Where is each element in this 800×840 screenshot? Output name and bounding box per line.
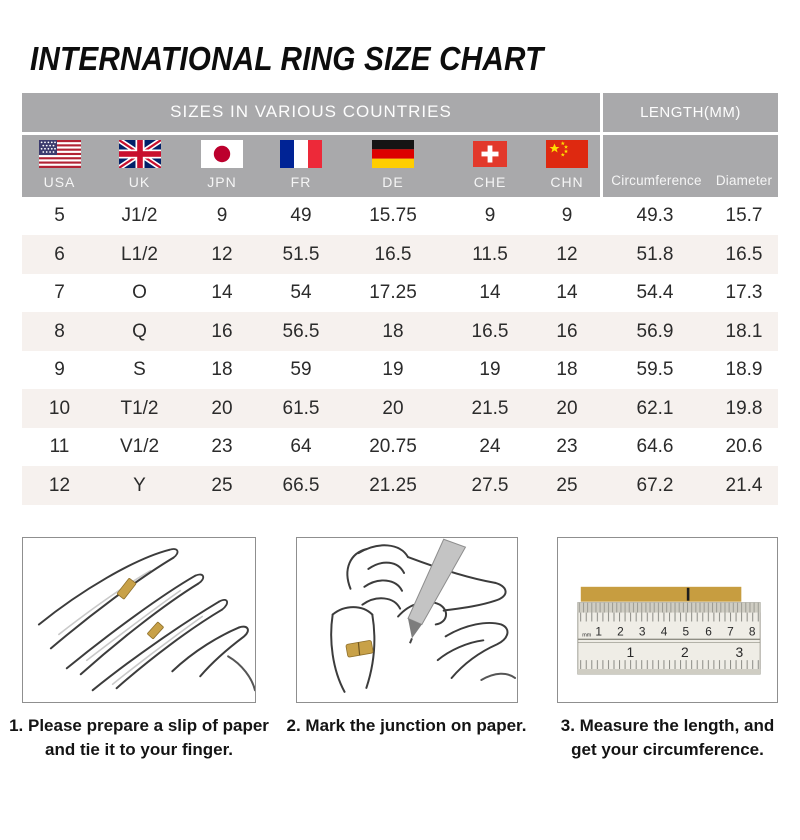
- column-label-jpn: JPN: [207, 173, 237, 190]
- table-cell: 21.4: [710, 466, 778, 505]
- table-cell: 17.3: [725, 282, 763, 304]
- hand-with-paper-illustration: [23, 538, 255, 702]
- table-cell: 15.75: [369, 205, 417, 227]
- step-2: [286, 537, 527, 762]
- table-cell: 64: [290, 436, 312, 458]
- step-1-caption-line2: and tie it to your finger.: [45, 739, 233, 759]
- table-cell: 18.1: [710, 312, 778, 351]
- column-header-diameter: Diameter: [710, 135, 778, 197]
- table-cell: 67.2: [600, 466, 710, 505]
- table-cell: 19: [382, 359, 404, 381]
- table-cell: 23: [556, 436, 578, 458]
- table-cell: 6: [22, 235, 97, 274]
- table-cell: T1/2: [97, 389, 182, 428]
- column-label-de: DE: [382, 173, 404, 190]
- table-cell: 59: [290, 359, 312, 381]
- table-cell: 49: [290, 205, 312, 227]
- table-cell: 18: [556, 359, 578, 381]
- table-cell: 49.3: [636, 205, 674, 227]
- table-cell: 9: [54, 359, 65, 381]
- paper-strip: [581, 587, 742, 602]
- table-cell: 10: [22, 389, 97, 428]
- table-cell: 19: [479, 359, 501, 381]
- svg-text:8: 8: [748, 624, 756, 639]
- table-cell: 14: [211, 282, 233, 304]
- table-cell: 20: [182, 389, 262, 428]
- step-3-caption-line1: 3. Measure the length, and: [560, 715, 775, 735]
- table-cell: 61.5: [262, 389, 340, 428]
- table-cell: 62.1: [600, 389, 710, 428]
- table-cell: 25: [534, 466, 600, 505]
- table-cell: 20.75: [369, 436, 417, 458]
- column-header-chn: [534, 135, 600, 197]
- table-cell: 20: [340, 389, 446, 428]
- table-cell: 9: [484, 205, 496, 227]
- table-cell: 56.9: [600, 312, 710, 351]
- column-label-fr: FR: [290, 173, 312, 190]
- step-3-figure: [557, 537, 778, 703]
- table-cell: 64.6: [636, 436, 674, 458]
- junction-mark: [687, 588, 690, 601]
- svg-text:5: 5: [682, 624, 690, 639]
- table-cell: 14: [556, 282, 578, 304]
- table-cell: 12: [22, 466, 97, 505]
- table-cell: 21.5: [446, 389, 534, 428]
- step-2-figure: [296, 537, 518, 703]
- svg-text:4: 4: [660, 624, 668, 639]
- instruction-steps: [9, 537, 778, 762]
- table-cell: O: [132, 282, 147, 304]
- table-cell: 9: [216, 205, 228, 227]
- table-cell: 16: [182, 312, 262, 351]
- table-cell: 11.5: [446, 235, 534, 274]
- table-cell: S: [133, 359, 146, 381]
- table-cell: Q: [97, 312, 182, 351]
- column-label-usa: USA: [43, 173, 76, 190]
- step-1: [9, 537, 269, 762]
- column-header-fr: [262, 135, 340, 197]
- table-cell: 54.4: [636, 282, 674, 304]
- step-3-caption: [530, 714, 800, 762]
- table-cell: L1/2: [97, 235, 182, 274]
- table-cell: 14: [479, 282, 501, 304]
- column-label-uk: UK: [128, 173, 151, 190]
- group-header-length: LENGTH(MM): [600, 93, 778, 135]
- table-cell: 66.5: [262, 466, 340, 505]
- ruler-measuring-illustration: [558, 538, 777, 702]
- table-cell: 5: [54, 205, 65, 227]
- step-1-caption-line1: 1. Please prepare a slip of paper: [9, 715, 269, 735]
- svg-text:2: 2: [680, 644, 689, 661]
- table-cell: 15.7: [725, 205, 763, 227]
- step-1-caption: [0, 714, 284, 762]
- table-cell: 20: [534, 389, 600, 428]
- germany-flag-icon: [372, 140, 414, 168]
- table-cell: 59.5: [636, 359, 674, 381]
- column-header-uk: [97, 135, 182, 197]
- table-cell: 16: [534, 312, 600, 351]
- column-header-jpn: [182, 135, 262, 197]
- table-cell: 56.5: [262, 312, 340, 351]
- ruler-unit-label: mm: [582, 632, 592, 639]
- table-cell: 18: [211, 359, 233, 381]
- column-label-chn: CHN: [550, 173, 584, 190]
- table-cell: 17.25: [369, 282, 417, 304]
- uk-flag-icon: [119, 140, 161, 168]
- svg-text:1: 1: [626, 644, 635, 661]
- table-cell: J1/2: [121, 205, 158, 227]
- table-cell: 54: [290, 282, 312, 304]
- usa-flag-icon: [39, 140, 81, 168]
- table-cell: 27.5: [446, 466, 534, 505]
- table-cell: 12: [182, 235, 262, 274]
- svg-text:1: 1: [595, 624, 602, 639]
- table-cell: 20.6: [725, 436, 763, 458]
- table-cell: 16.5: [446, 312, 534, 351]
- switzerland-flag-icon: [473, 141, 507, 167]
- step-2-caption: [269, 714, 544, 738]
- china-flag-icon: [546, 140, 588, 168]
- table-cell: 25: [182, 466, 262, 505]
- table-cell: 18: [340, 312, 446, 351]
- table-cell: 8: [22, 312, 97, 351]
- svg-text:2: 2: [617, 624, 624, 639]
- page-title: INTERNATIONAL RING SIZE CHART: [30, 40, 544, 77]
- svg-text:7: 7: [727, 624, 734, 639]
- column-header-che: [446, 135, 534, 197]
- table-cell: 9: [561, 205, 573, 227]
- table-cell: 16.5: [710, 235, 778, 274]
- marking-junction-illustration: [297, 538, 517, 702]
- table-cell: 7: [54, 282, 65, 304]
- table-cell: 19.8: [710, 389, 778, 428]
- step-1-figure: [22, 537, 256, 703]
- group-header-sizes: SIZES IN VARIOUS COUNTRIES: [22, 93, 600, 135]
- svg-text:6: 6: [705, 624, 712, 639]
- table-cell: 16.5: [340, 235, 446, 274]
- table-cell: 24: [479, 436, 501, 458]
- column-label-che: CHE: [473, 173, 507, 190]
- table-cell: 11: [49, 436, 70, 458]
- table-cell: 18.9: [725, 359, 763, 381]
- column-header-de: [340, 135, 446, 197]
- column-header-circumference: Circumference: [600, 135, 710, 197]
- table-cell: 12: [534, 235, 600, 274]
- step-2-caption-line1: 2. Mark the junction on paper.: [286, 715, 527, 735]
- step-3: [557, 537, 778, 762]
- france-flag-icon: [280, 140, 322, 168]
- japan-flag-icon: [201, 140, 243, 168]
- table-cell: 23: [211, 436, 233, 458]
- ring-size-table: [22, 93, 778, 505]
- table-cell: 51.5: [262, 235, 340, 274]
- svg-text:3: 3: [638, 624, 646, 639]
- table-cell: Y: [97, 466, 182, 505]
- step-3-caption-line2: get your circumference.: [571, 739, 764, 759]
- table-cell: 21.25: [340, 466, 446, 505]
- column-header-usa: [22, 135, 97, 197]
- svg-text:3: 3: [735, 644, 744, 661]
- table-cell: 51.8: [600, 235, 710, 274]
- table-cell: V1/2: [119, 436, 160, 458]
